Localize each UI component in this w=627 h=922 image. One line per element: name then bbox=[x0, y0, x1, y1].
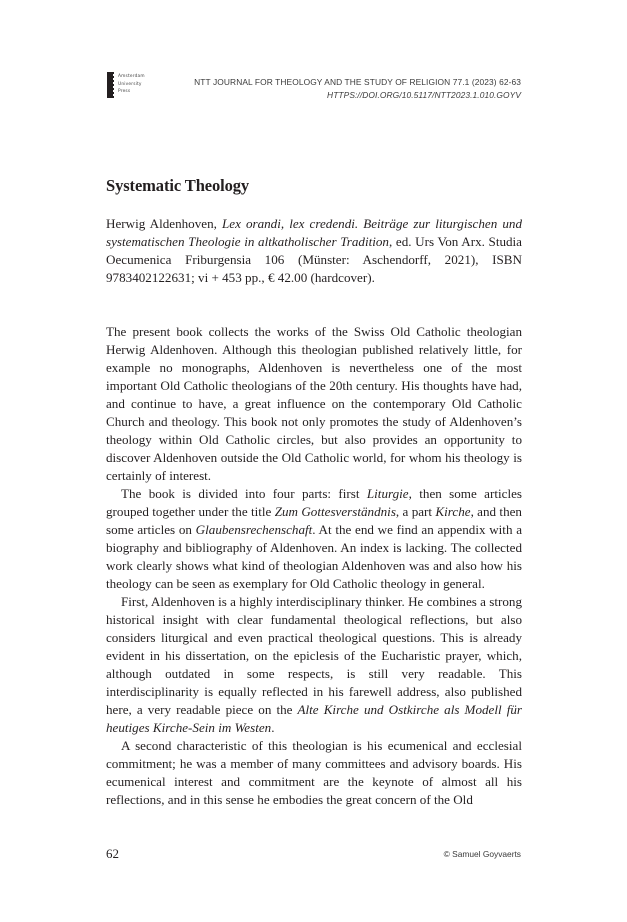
text-run: . At the end we find an appendix with a biography and bibliography of Aldenhoven. An index is lacking. The collected work clearly shows what kind of theologian Aldenhoven was and also how his theology can be seen as exemplary for Old Catholic theology in general. bbox=[106, 522, 523, 591]
publisher-name-line: Amsterdam bbox=[118, 74, 145, 79]
running-head bbox=[194, 76, 521, 102]
text-run: First, Aldenhoven is a highly interdisciplinary thinker. He combines a strong historical insight with clear fundamental theological reflections, but also considers liturgical and even practical theological questions. This is already evident in his dissertation, on the epiclesis of the Eucharistic prayer, which, although outdated in some respects, is still very readable. This interdisciplinarity is equally reflected in his farewell address, also published here, a very readable piece on the bbox=[106, 594, 522, 717]
italic-term: Kirche bbox=[435, 504, 471, 519]
text-run: The book is divided into four parts: first bbox=[121, 486, 367, 501]
paragraph: A second characteristic of this theologian is his ecumenical and ecclesial commitment; he was a member of many committees and advisory boards. His ecumenical interest and commitment are the keynote of almost all his reflections, and in this sense he embodies the great concern of the Old bbox=[106, 738, 522, 807]
review-body bbox=[106, 323, 522, 809]
doi-link[interactable]: HTTPS://DOI.ORG/10.5117/NTT2023.1.010.GOYV bbox=[327, 90, 521, 100]
publisher-logo bbox=[107, 72, 157, 98]
paragraph bbox=[106, 593, 522, 737]
text-run: , and then some articles on bbox=[106, 504, 522, 537]
text-run: . bbox=[271, 720, 275, 735]
italic-term: Glaubensrechenschaft bbox=[195, 522, 313, 537]
paragraph bbox=[106, 485, 522, 593]
section-title: Systematic Theology bbox=[106, 176, 250, 195]
italic-term: Zum Gottesverständnis bbox=[274, 504, 396, 519]
text-run: , then some articles grouped together under the title bbox=[106, 486, 522, 519]
publisher-name-line: Press bbox=[118, 89, 131, 94]
text-run: , a part bbox=[395, 504, 436, 519]
publisher-name-line: University bbox=[118, 81, 142, 87]
citation-details: , ed. Urs Von Arx. Studia Oecumenica Friburgensia 106 (Münster: Aschendorff, 2021), ISBN 9783402122631; vi + 453 pp., € 42.00 (hardcover). bbox=[106, 234, 522, 285]
publisher-name bbox=[118, 73, 145, 96]
page-number: 62 bbox=[106, 846, 119, 861]
book-citation bbox=[106, 215, 522, 287]
citation-title: Lex orandi, lex credendi. Beiträge zur liturgischen und systematischen Theologie in altkatholischer Tradition bbox=[106, 216, 522, 249]
paragraph: The present book collects the works of the Swiss Old Catholic theologian Herwig Aldenhoven. Although this theologian published relatively little, for example no monographs, Aldenhoven is nevertheless one of the most important Old Catholic theologians of the 20th century. His thoughts have had, and continue to have, a great influence on the contemporary Old Catholic Church and theology. This book not only promotes the study of Aldenhoven’s theology within Old Catholic circles, but also provides an opportunity to discover Aldenhoven outside the Old Catholic world, for whom his theology is certainly of interest. bbox=[106, 324, 522, 483]
aup-logo-icon bbox=[107, 72, 114, 98]
copyright-notice: © Samuel Goyvaerts bbox=[443, 849, 521, 859]
italic-term: Liturgie bbox=[366, 486, 409, 501]
citation-author: Herwig Aldenhoven, bbox=[106, 216, 222, 231]
italic-term: Alte Kirche und Ostkirche als Modell für heutiges Kirche-Sein im Westen bbox=[106, 702, 522, 735]
journal-citation: NTT JOURNAL FOR THEOLOGY AND THE STUDY OF RELIGION 77.1 (2023) 62-63 bbox=[194, 77, 521, 87]
